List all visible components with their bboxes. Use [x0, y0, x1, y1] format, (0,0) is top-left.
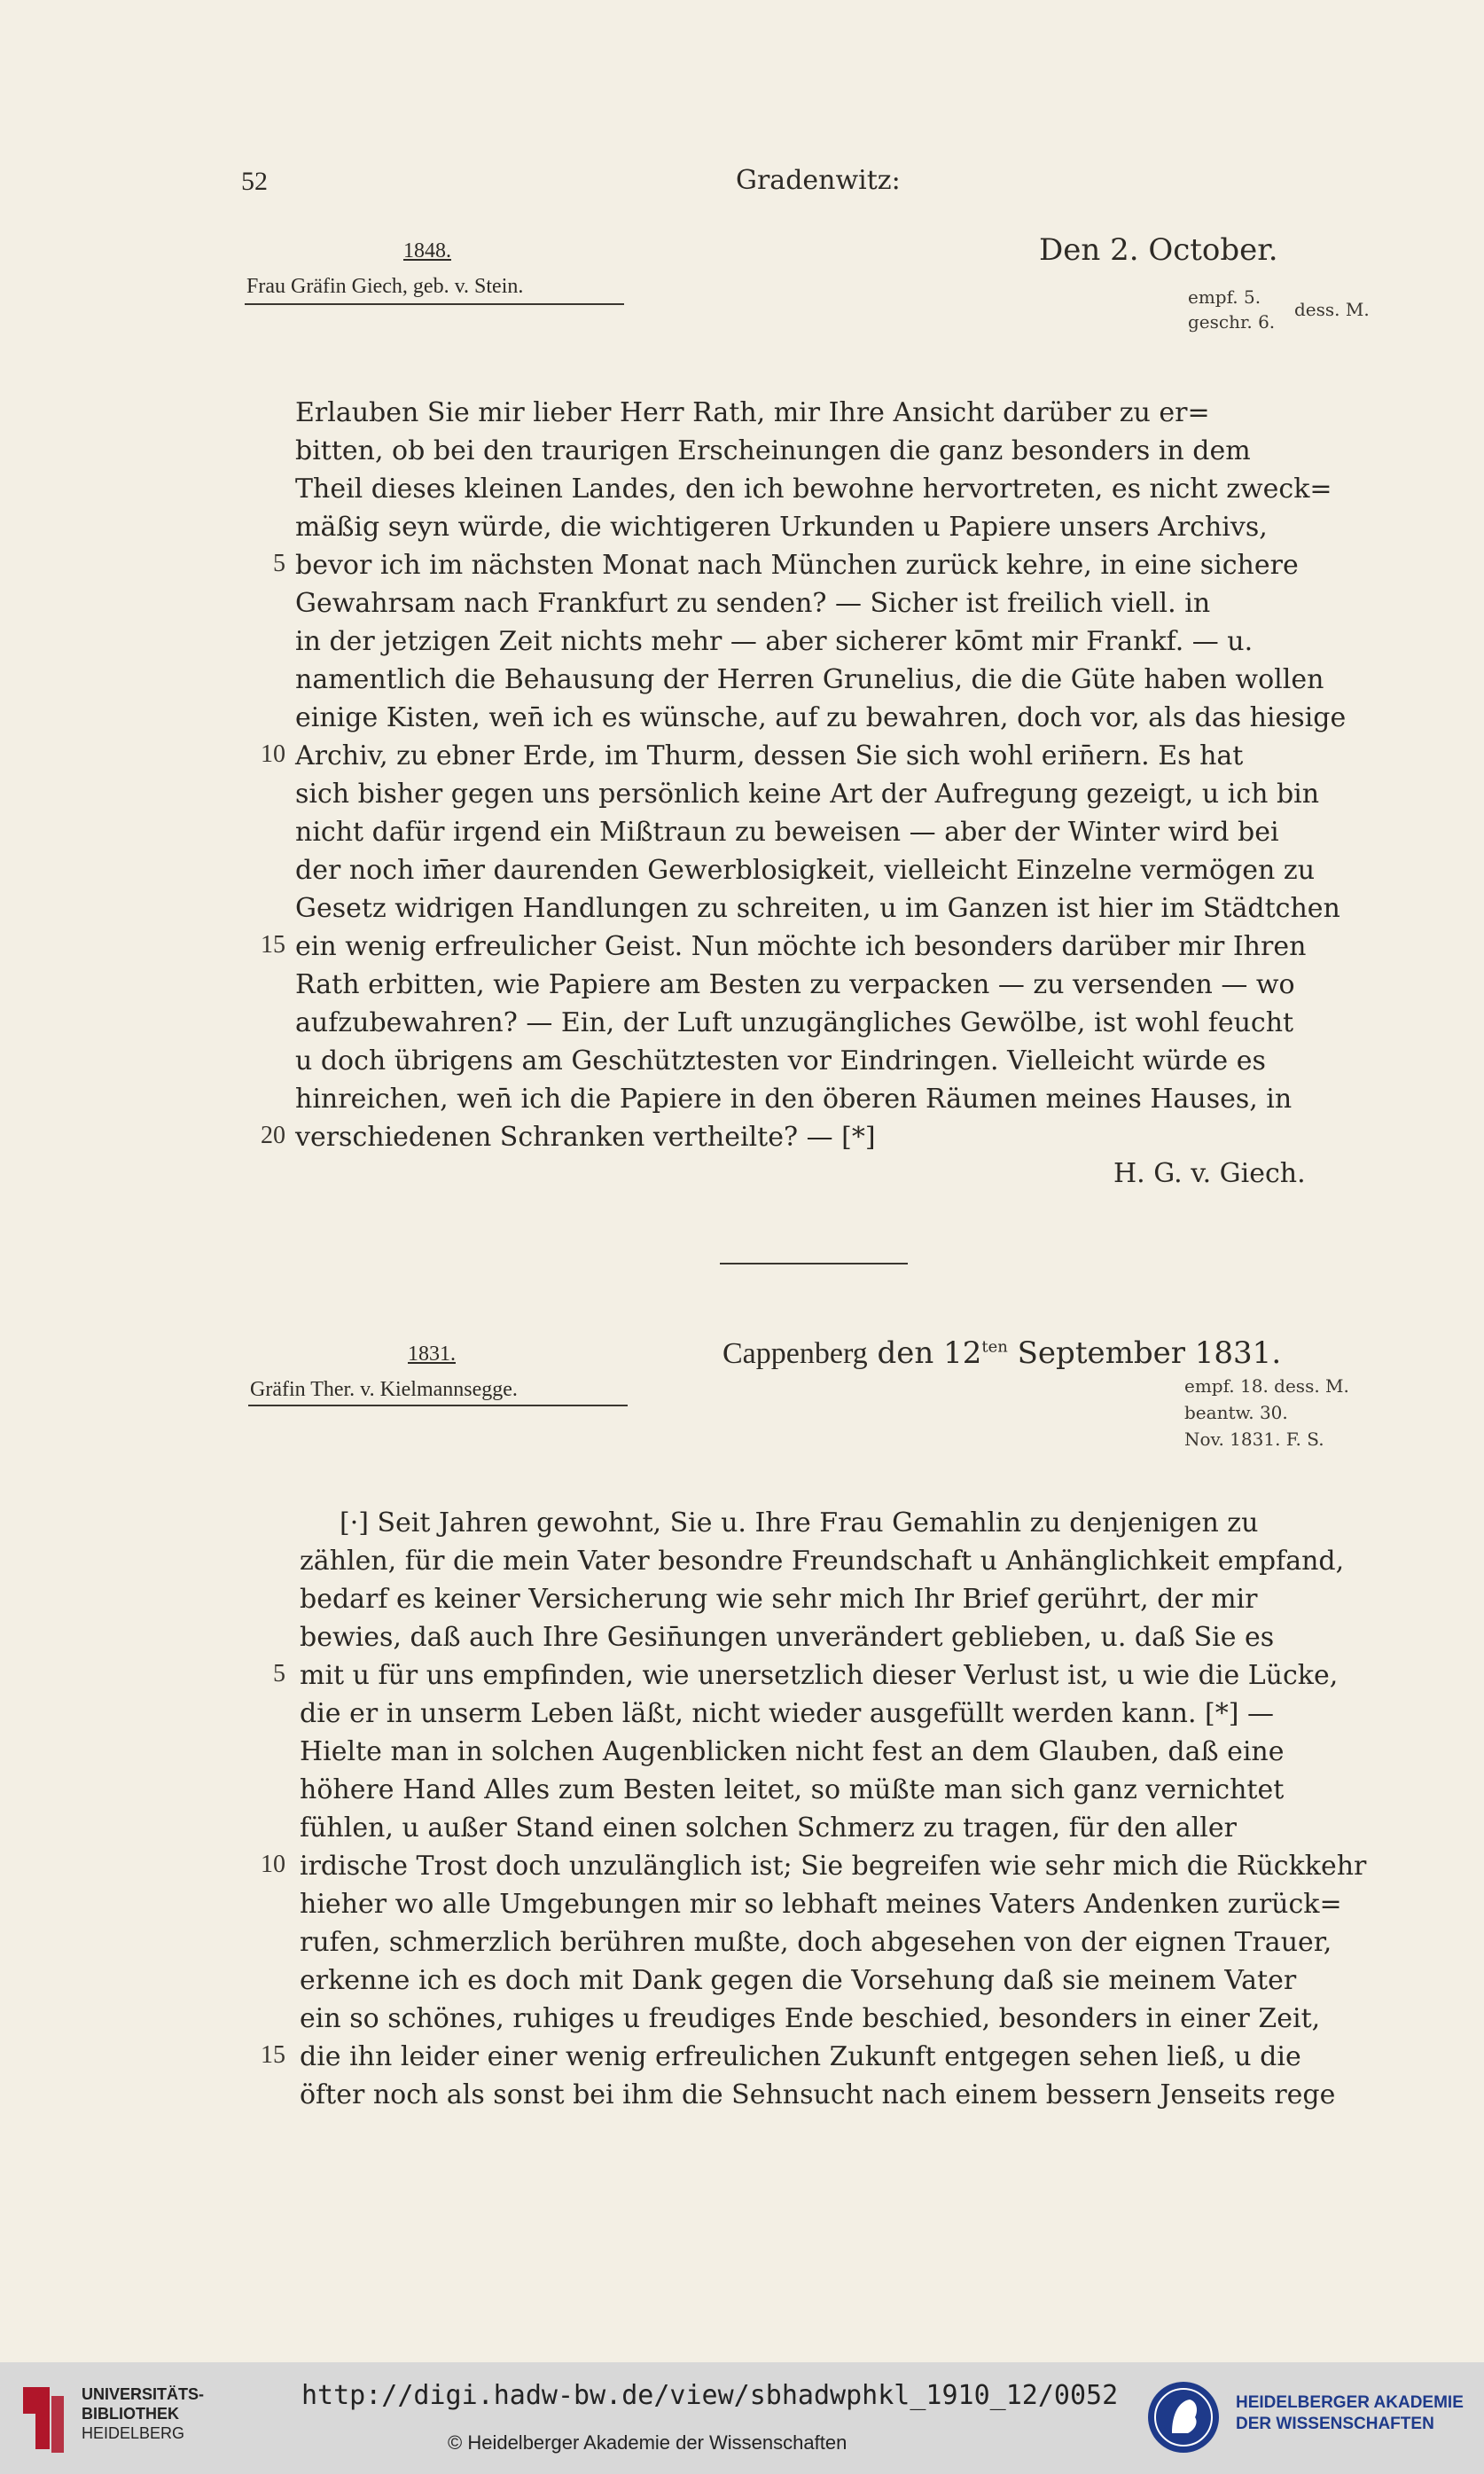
- letter2-line: [·] Seit Jahren gewohnt, Sie u. Ihre Frau Gemahlin zu denjenigen zu: [340, 1507, 1259, 1538]
- letter1-note-received: empf. 5.: [1188, 286, 1261, 308]
- academy-seal-icon: [1145, 2375, 1222, 2460]
- letter1-line: Gesetz widrigen Handlungen zu schreiten, u im Ganzen ist hier im Städtchen: [295, 893, 1340, 924]
- letter1-dateline: Den 2. October.: [1039, 232, 1278, 268]
- academy-name-line2: DER WISSENSCHAFTEN: [1236, 2415, 1434, 2433]
- letter2-line: mit u für uns empfinden, wie unersetzlich dieser Verlust ist, u wie die Lücke,: [300, 1660, 1339, 1691]
- letter2-line: irdische Trost doch unzulänglich ist; Sie begreifen wie sehr mich die Rückkehr: [300, 1851, 1367, 1882]
- letter1-line: bitten, ob bei den traurigen Erscheinungen die ganz besonders in dem: [295, 435, 1251, 466]
- letter2-line: höhere Hand Alles zum Besten leitet, so müßte man sich ganz vernichtet: [300, 1774, 1285, 1805]
- line-number: 20: [261, 1122, 285, 1149]
- letter1-year: 1848.: [403, 239, 451, 262]
- letter2-line: die er in unserm Leben läßt, nicht wieder ausgefüllt werden kann. [*] —: [300, 1698, 1274, 1729]
- letter1-line: aufzubewahren? — Ein, der Luft unzugängliches Gewölbe, ist wohl feucht: [295, 1007, 1294, 1038]
- line-number: 10: [261, 1851, 285, 1878]
- letter2-dateline-sup: ten: [981, 1337, 1008, 1357]
- letter2-note-line1: empf. 18. dess. M.: [1184, 1375, 1349, 1397]
- letter2-note-line2: beantw. 30.: [1184, 1402, 1288, 1423]
- letter2-line: ein so schönes, ruhiges u freudiges Ende beschied, besonders in einer Zeit,: [300, 2003, 1321, 2034]
- letter2-line: Hielte man in solchen Augenblicken nicht fest an dem Glauben, daß eine: [300, 1736, 1285, 1767]
- library-logo-icon: [16, 2378, 69, 2458]
- letter1-line: Rath erbitten, wie Papiere am Besten zu verpacken — zu versenden — wo: [295, 969, 1295, 1000]
- library-name-line2: BIBLIOTHEK: [82, 2405, 179, 2423]
- line-number: 15: [261, 931, 285, 959]
- library-name-line3: HEIDELBERG: [82, 2424, 185, 2442]
- letter2-line: zählen, für die mein Vater besondre Freundschaft u Anhänglichkeit empfand,: [300, 1546, 1345, 1577]
- letter1-recipient: Frau Gräfin Giech, geb. v. Stein.: [246, 275, 524, 298]
- copyright-notice: © Heidelberger Akademie der Wissenschaften: [448, 2431, 847, 2454]
- letter1-line: sich bisher gegen uns persönlich keine Art der Aufregung gezeigt, u ich bin: [295, 779, 1320, 810]
- letter2-dateline: [722, 1335, 1281, 1371]
- letter2-year: 1831.: [408, 1343, 456, 1366]
- library-name-line1: UNIVERSITÄTS-: [82, 2385, 205, 2403]
- letter1-line: Erlauben Sie mir lieber Herr Rath, mir Ihre Ansicht darüber zu er=: [295, 397, 1210, 428]
- letter2-line: die ihn leider einer wenig erfreulichen Zukunft entgegen sehen ließ, u die: [300, 2041, 1301, 2072]
- running-head: Gradenwitz:: [736, 165, 901, 196]
- letter2-line: hieher wo alle Umgebungen mir so lebhaft meines Vaters Andenken zurück=: [300, 1889, 1342, 1920]
- letter2-dateline-month: September 1831.: [1017, 1335, 1282, 1371]
- letter1-line: Gewahrsam nach Frankfurt zu senden? — Sicher ist freilich viell. in: [295, 588, 1211, 619]
- permalink-url[interactable]: http://digi.hadw-bw.de/view/sbhadwphkl_1910_12/0052: [301, 2380, 1119, 2411]
- letter2-line: bedarf es keiner Versicherung wie sehr mich Ihr Brief gerührt, der mir: [300, 1584, 1258, 1615]
- letter2-recipient-rule: [248, 1405, 628, 1406]
- letter1-signature: H. G. v. Giech.: [1113, 1158, 1306, 1189]
- line-number: 10: [261, 740, 285, 768]
- page-number: 52: [241, 167, 268, 196]
- letter2-note-line3: Nov. 1831. F. S.: [1184, 1429, 1324, 1450]
- letter2-line: erkenne ich es doch mit Dank gegen die Vorsehung daß sie meinem Vater: [300, 1965, 1297, 1996]
- letter2-line: fühlen, u außer Stand einen solchen Schmerz zu tragen, für den aller: [300, 1812, 1237, 1844]
- letter1-line: in der jetzigen Zeit nichts mehr — aber sicherer kōmt mir Frankf. — u.: [295, 626, 1254, 657]
- letter1-recipient-rule: [245, 303, 624, 305]
- line-number: 15: [261, 2041, 285, 2069]
- section-divider: [720, 1263, 908, 1264]
- letter2-dateline-day: den 12: [877, 1335, 982, 1371]
- letter1-line: ein wenig erfreulicher Geist. Nun möchte ich besonders darüber mir Ihren: [295, 931, 1307, 962]
- letter1-line: mäßig seyn würde, die wichtigeren Urkunden u Papiere unsers Archivs,: [295, 512, 1268, 543]
- letter2-recipient: Gräfin Ther. v. Kielmannsegge.: [250, 1378, 518, 1401]
- letter2-line: rufen, schmerzlich berühren mußte, doch abgesehen von der eignen Trauer,: [300, 1927, 1332, 1958]
- line-number: 5: [273, 1660, 285, 1687]
- letter1-note-written: geschr. 6.: [1188, 311, 1276, 333]
- letter1-line: bevor ich im nächsten Monat nach München zurück kehre, in eine sichere: [295, 550, 1299, 581]
- letter1-line: einige Kisten, wen̄ ich es wünsche, auf zu bewahren, doch vor, als das hiesige: [295, 702, 1347, 733]
- letter1-note-month: dess. M.: [1294, 299, 1370, 320]
- letter1-line: Theil dieses kleinen Landes, den ich bewohne hervortreten, es nicht zweck=: [295, 474, 1332, 505]
- academy-name-line1: HEIDELBERGER AKADEMIE: [1236, 2393, 1464, 2412]
- letter2-dateline-place: Cappenberg: [722, 1337, 868, 1370]
- letter1-line: u doch übrigens am Geschütztesten vor Eindringen. Vielleicht würde es: [295, 1045, 1266, 1077]
- letter1-line: hinreichen, wen̄ ich die Papiere in den öberen Räumen meines Hauses, in: [295, 1084, 1293, 1115]
- letter1-line: nicht dafür irgend ein Mißtraun zu beweisen — aber der Winter wird bei: [295, 817, 1279, 848]
- line-number: 5: [273, 550, 285, 577]
- letter1-line: namentlich die Behausung der Herren Grunelius, die die Güte haben wollen: [295, 664, 1324, 695]
- letter2-line: bewies, daß auch Ihre Gesin̄ungen unverändert geblieben, u. daß Sie es: [300, 1622, 1275, 1653]
- letter2-line: öfter noch als sonst bei ihm die Sehnsucht nach einem bessern Jenseits rege: [300, 2079, 1336, 2110]
- letter1-line: verschiedenen Schranken vertheilte? — [*]: [295, 1122, 876, 1153]
- letter1-line: Archiv, zu ebner Erde, im Thurm, dessen Sie sich wohl erin̄ern. Es hat: [295, 740, 1244, 771]
- footer-bar: [0, 2362, 1484, 2474]
- letter1-line: der noch im̄er daurenden Gewerblosigkeit, vielleicht Einzelne vermögen zu: [295, 855, 1316, 886]
